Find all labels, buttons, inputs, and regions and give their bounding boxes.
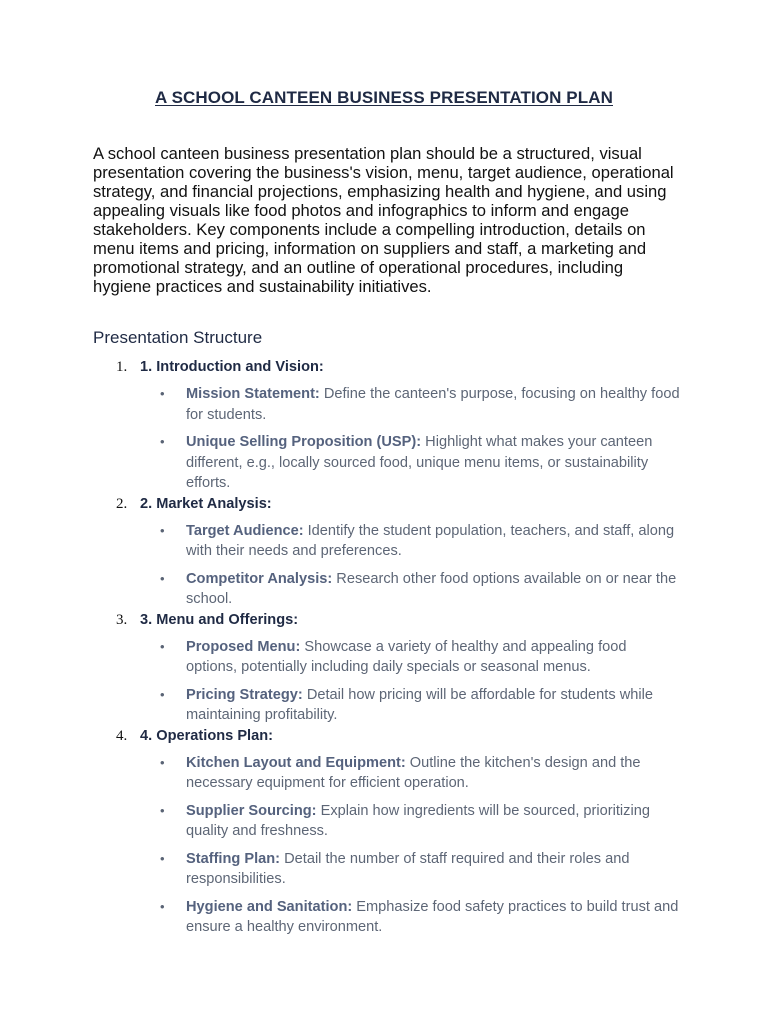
list-item bbox=[0, 521, 680, 562]
outline-title: 2. Market Analysis: bbox=[140, 495, 272, 512]
item-label: Kitchen Layout and Equipment: bbox=[186, 754, 406, 771]
item-label: Staffing Plan: bbox=[186, 850, 281, 867]
section-heading: Presentation Structure bbox=[93, 328, 263, 347]
bullet-icon: • bbox=[160, 434, 165, 449]
bullet-icon: • bbox=[160, 850, 165, 866]
outline-item-market-analysis bbox=[0, 494, 768, 610]
bullet-icon: • bbox=[160, 570, 165, 586]
outline-number: 4. bbox=[116, 727, 128, 744]
bullet-icon: • bbox=[160, 686, 165, 702]
item-text: Detail the number of staff required and their roles and responsibilities. bbox=[186, 850, 630, 887]
list-item bbox=[0, 569, 680, 610]
item-label: Mission Statement: bbox=[186, 386, 320, 402]
item-label: Supplier Sourcing: bbox=[186, 802, 317, 819]
list-item bbox=[0, 897, 680, 938]
item-label: Proposed Menu: bbox=[186, 638, 301, 655]
item-text: Identify the student population, teachers, and staff, along with their needs and preferences. bbox=[186, 522, 675, 559]
bullet-icon: • bbox=[160, 386, 165, 401]
outline-title: 4. Operations Plan: bbox=[140, 727, 273, 744]
item-label: Unique Selling Proposition (USP): bbox=[186, 434, 422, 450]
sub-list bbox=[0, 753, 768, 938]
list-item bbox=[0, 849, 680, 890]
bullet-icon: • bbox=[160, 898, 165, 914]
bullet-icon: • bbox=[160, 802, 165, 818]
sub-list bbox=[0, 384, 768, 494]
intro-paragraph: A school canteen business presentation plan should be a structured, visual presentation covering the business's vision, menu, target audience, operational strategy, and financial projections, emphasizing health and hygiene, and using appealing visuals like food photos and infographics to inform and engage stakeholders. Key components include a compelling introduction, details on menu items and pricing, information on suppliers and staff, a marketing and promotional strategy, and an outline of operational procedures, including hygiene practices and sustainability initiatives. bbox=[93, 144, 674, 296]
item-text: Explain how ingredients will be sourced, prioritizing quality and freshness. bbox=[186, 802, 650, 839]
item-text: Showcase a variety of healthy and appealing food options, potentially including daily specials or seasonal menus. bbox=[186, 638, 627, 675]
list-item bbox=[0, 685, 680, 726]
item-label: Hygiene and Sanitation: bbox=[186, 898, 353, 915]
document-title: A SCHOOL CANTEEN BUSINESS PRESENTATION PLAN bbox=[155, 88, 613, 107]
outline-title: 1. Introduction and Vision: bbox=[140, 359, 324, 375]
bullet-icon: • bbox=[160, 638, 165, 654]
item-text: Detail how pricing will be affordable for students while maintaining profitability. bbox=[186, 686, 653, 723]
list-item bbox=[0, 637, 680, 678]
outline-title: 3. Menu and Offerings: bbox=[140, 611, 299, 628]
outline-number: 2. bbox=[116, 495, 128, 512]
item-text: Emphasize food safety practices to build trust and ensure a healthy environment. bbox=[186, 898, 679, 935]
presentation-outline bbox=[0, 357, 768, 938]
list-item bbox=[0, 753, 680, 794]
list-item bbox=[0, 384, 680, 425]
sub-list bbox=[0, 521, 768, 610]
outline-number: 3. bbox=[116, 611, 128, 628]
outline-item-operations-plan bbox=[0, 726, 768, 938]
item-label: Target Audience: bbox=[186, 522, 304, 539]
item-label: Pricing Strategy: bbox=[186, 686, 303, 703]
item-text: Outline the kitchen's design and the necessary equipment for efficient operation. bbox=[186, 754, 641, 791]
list-item bbox=[0, 432, 680, 494]
list-item bbox=[0, 801, 680, 842]
item-text: Define the canteen's purpose, focusing on healthy food for students. bbox=[186, 386, 680, 423]
bullet-icon: • bbox=[160, 522, 165, 538]
item-text: Research other food options available on or near the school. bbox=[186, 570, 677, 607]
sub-list bbox=[0, 637, 768, 726]
outline-item-introduction bbox=[0, 357, 768, 494]
outline-number: 1. bbox=[116, 359, 128, 375]
outline-item-menu-offerings bbox=[0, 610, 768, 726]
item-label: Competitor Analysis: bbox=[186, 570, 333, 587]
item-text: Highlight what makes your canteen different, e.g., locally sourced food, unique menu items, or sustainability efforts. bbox=[186, 434, 653, 491]
bullet-icon: • bbox=[160, 754, 165, 770]
